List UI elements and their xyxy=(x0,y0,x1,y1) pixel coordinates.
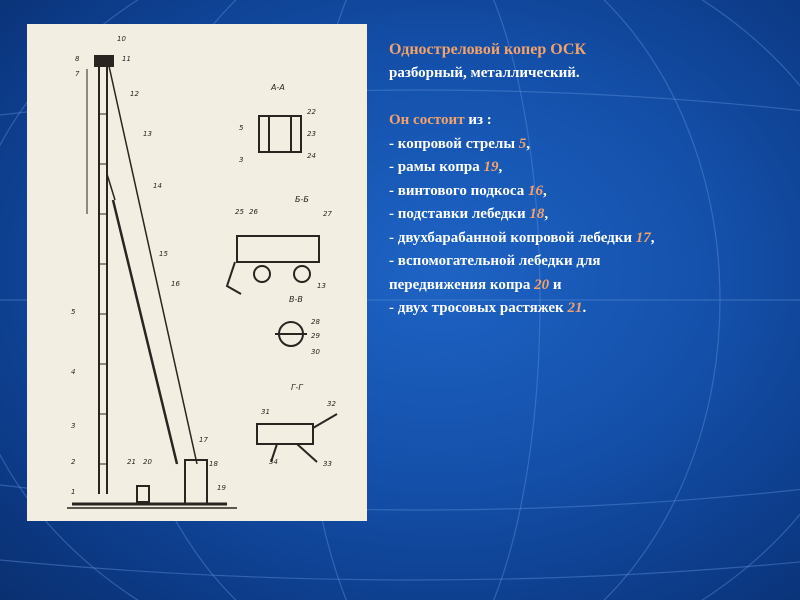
svg-text:В-В: В-В xyxy=(289,295,303,304)
svg-text:26: 26 xyxy=(249,208,258,216)
list-item: - рамы копра 19, xyxy=(389,159,503,175)
slide-subtitle: разборный, металлический. xyxy=(389,64,580,81)
list-item: - двухбарабанной копровой лебедки 17, xyxy=(389,229,655,246)
svg-text:Г-Г: Г-Г xyxy=(291,383,303,392)
list-item: - винтового подкоса 16, xyxy=(389,182,547,199)
list-item: - подставки лебедки 18, xyxy=(389,206,549,222)
svg-text:8: 8 xyxy=(75,55,80,63)
svg-text:20: 20 xyxy=(143,458,152,466)
svg-text:34: 34 xyxy=(269,458,278,466)
intro-line xyxy=(389,109,789,133)
svg-text:19: 19 xyxy=(217,484,226,492)
svg-text:28: 28 xyxy=(311,318,320,326)
svg-text:30: 30 xyxy=(311,348,320,356)
technical-drawing-svg xyxy=(27,24,367,521)
svg-text:5: 5 xyxy=(239,124,244,132)
svg-text:29: 29 xyxy=(311,332,320,340)
svg-text:17: 17 xyxy=(199,436,208,444)
svg-text:16: 16 xyxy=(171,280,180,288)
svg-text:25: 25 xyxy=(235,208,244,216)
svg-text:11: 11 xyxy=(122,55,131,63)
svg-text:2: 2 xyxy=(71,458,76,466)
svg-text:Б-Б: Б-Б xyxy=(295,195,309,204)
svg-text:13: 13 xyxy=(143,130,152,138)
list-item: - двух тросовых растяжек 21. xyxy=(389,300,587,316)
svg-text:10: 10 xyxy=(117,35,126,43)
svg-text:15: 15 xyxy=(159,250,168,258)
svg-text:3: 3 xyxy=(71,422,76,430)
svg-text:4: 4 xyxy=(71,368,76,376)
svg-text:7: 7 xyxy=(75,70,80,78)
list-item: - вспомогательной лебедки для xyxy=(389,253,601,269)
intro-white: из : xyxy=(464,112,492,128)
svg-text:3: 3 xyxy=(239,156,244,164)
svg-text:14: 14 xyxy=(153,182,162,190)
svg-text:12: 12 xyxy=(130,90,139,98)
svg-text:32: 32 xyxy=(327,400,336,408)
list-item: - копровой стрелы 5, xyxy=(389,135,531,152)
svg-text:23: 23 xyxy=(307,130,316,138)
svg-text:1: 1 xyxy=(71,488,76,496)
pile-driver-drawing xyxy=(27,24,367,521)
list-item: передвижения копра 20 и xyxy=(389,276,562,293)
svg-text:18: 18 xyxy=(209,460,218,468)
svg-text:13: 13 xyxy=(317,282,326,290)
svg-text:24: 24 xyxy=(307,152,316,160)
svg-text:27: 27 xyxy=(323,210,332,218)
svg-text:21: 21 xyxy=(127,458,136,466)
slide-title: Одностреловой копер ОСК xyxy=(389,41,587,58)
description-panel xyxy=(389,38,789,321)
svg-text:А-А: А-А xyxy=(271,83,285,92)
svg-text:22: 22 xyxy=(307,108,316,116)
svg-text:33: 33 xyxy=(323,460,332,468)
svg-text:5: 5 xyxy=(71,308,76,316)
intro-orange: Он состоит xyxy=(389,112,465,128)
svg-text:31: 31 xyxy=(261,408,270,416)
